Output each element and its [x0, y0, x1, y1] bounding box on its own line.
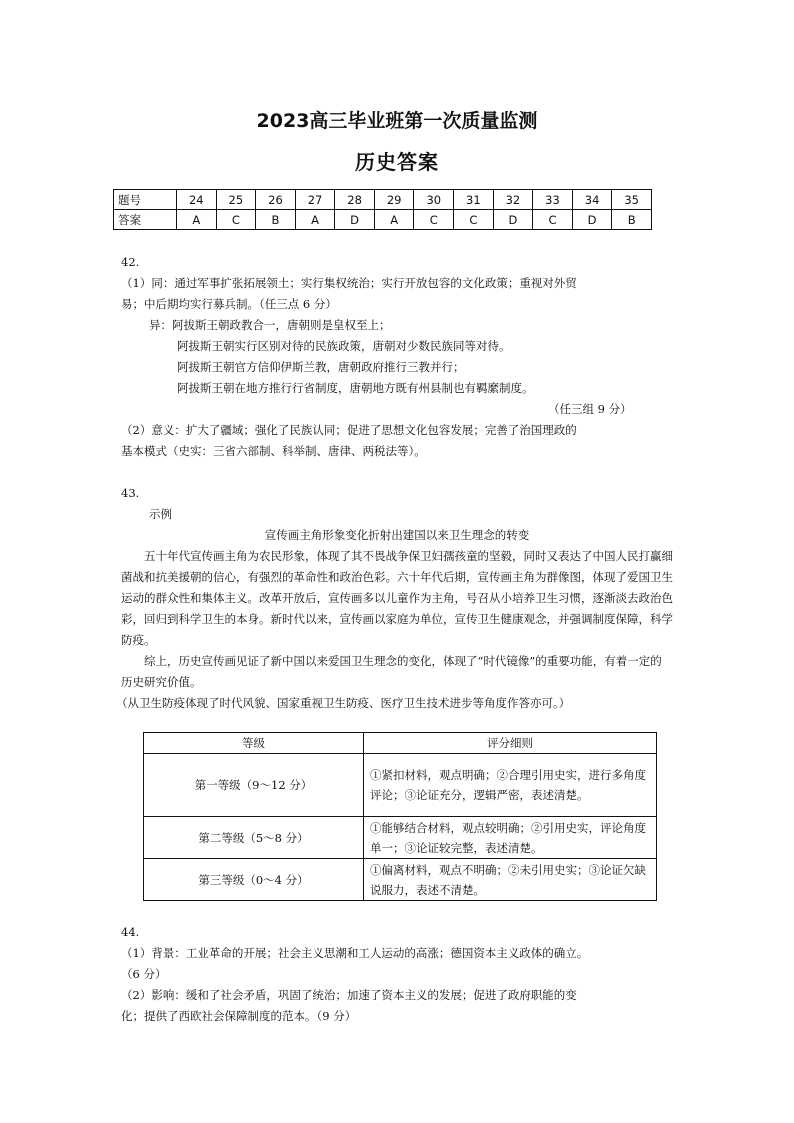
scoring-rubric-table: [143, 732, 657, 901]
question-number: 27: [295, 190, 335, 210]
rubric-row: [144, 817, 657, 859]
q44-part1-line2: （6 分）: [121, 967, 167, 981]
rubric-criteria: ①紧扣材料，观点明确；②合理引用史实，进行多角度评论；③论证充分，逻辑严密，表述清楚。: [364, 754, 657, 817]
q42-part1-line1: （1）同：通过军事扩张拓展领土；实行集权统治；实行开放包容的文化政策；重视对外贸: [121, 276, 577, 290]
row-label-question: 题号: [114, 190, 177, 210]
question-number: 34: [572, 190, 612, 210]
q42-diff-1: 异：阿拔斯王朝政教合一，唐朝则是皇权至上；: [149, 318, 391, 332]
page-subtitle: 历史答案: [355, 150, 439, 174]
answer-row: [114, 210, 652, 230]
answer-cell: C: [414, 210, 454, 230]
answer-cell: A: [177, 210, 217, 230]
q42-diff-2: 阿拔斯王朝实行区别对待的民族政策，唐朝对少数民族同等对待。: [177, 339, 511, 353]
question-number: 31: [454, 190, 494, 210]
rubric-level: 第二等级（5～8 分）: [144, 817, 364, 859]
question-number: 32: [493, 190, 533, 210]
answer-cell: C: [216, 210, 256, 230]
question-number: 33: [533, 190, 573, 210]
rubric-header-row: [144, 733, 657, 754]
q43-paragraph-1: 五十年代宣传画主角为农民形象，体现了其不畏战争保卫妇孺孩童的坚毅，同时又表达了中国人民打赢细菌战和抗美援朝的信心，有强烈的革命性和政治色彩。六十年代后期，宣传画主角为群像图，体现了爱国卫生运动的群众性和集体主义。改革开放后，宣传画多以儿童作为主角，号召从小培养卫生习惯，逐渐淡去政治色彩，回归到科学卫生的本身。新时代以来，宣传画以家庭为单位，宣传卫生健康观念，并强调制度保障，科学防疫。: [121, 549, 673, 647]
question-number: 28: [335, 190, 375, 210]
q43-number: 43.: [121, 486, 140, 500]
answer-table: [113, 189, 652, 230]
answer-cell: C: [533, 210, 573, 230]
question-number: 30: [414, 190, 454, 210]
answer-cell: C: [454, 210, 494, 230]
page-title: 2023高三毕业班第一次质量监测: [256, 110, 538, 132]
rubric-level: 第三等级（0～4 分）: [144, 859, 364, 901]
question-number-row: [114, 190, 652, 210]
q43-essay-title: 宣传画主角形象变化折射出建国以来卫生理念的转变: [264, 528, 530, 542]
q42-part1-line2: 易；中后期均实行募兵制。（任三点 6 分）: [121, 297, 337, 311]
question-number: 35: [612, 190, 652, 210]
q42-diff-score: （任三组 9 分）: [548, 402, 632, 416]
question-number: 29: [374, 190, 414, 210]
q42-diff-3: 阿拔斯王朝官方信仰伊斯兰教，唐朝政府推行三教并行；: [177, 360, 465, 374]
q43-note: （从卫生防疫体现了时代风貌、国家重视卫生防疫、医疗卫生技术进步等角度作答亦可。）: [116, 696, 571, 710]
answer-cell: D: [493, 210, 533, 230]
rubric-row: [144, 754, 657, 817]
answer-cell: A: [374, 210, 414, 230]
q42-part2-line2: 基本模式（史实：三省六部制、科举制、唐律、两税法等）。: [121, 444, 426, 458]
answer-cell: B: [256, 210, 296, 230]
rubric-header-criteria: 评分细则: [364, 733, 657, 754]
answer-cell: D: [335, 210, 375, 230]
row-label-answer: 答案: [114, 210, 177, 230]
q44-number: 44.: [121, 925, 140, 939]
q44-part2-line1: （2）影响：缓和了社会矛盾，巩固了统治；加速了资本主义的发展；促进了政府职能的变: [121, 988, 577, 1002]
answer-cell: D: [572, 210, 612, 230]
q42-diff-4: 阿拔斯王朝在地方推行行省制度，唐朝地方既有州县制也有羁縻制度。: [177, 381, 534, 395]
rubric-criteria: ①能够结合材料，观点较明确；②引用史实，评论角度单一；③论证较完整，表述清楚。: [364, 817, 657, 859]
q43-paragraph-2: 综上，历史宣传画见证了新中国以来爱国卫生理念的变化，体现了“时代镜像”的重要功能，有着一定的历史研究价值。: [121, 654, 662, 689]
rubric-level: 第一等级（9～12 分）: [144, 754, 364, 817]
rubric-header-level: 等级: [144, 733, 364, 754]
q42-number: 42.: [121, 255, 140, 269]
q43-example-label: 示例: [149, 507, 172, 521]
answer-cell: B: [612, 210, 652, 230]
question-number: 26: [256, 190, 296, 210]
question-number: 25: [216, 190, 256, 210]
question-number: 24: [177, 190, 217, 210]
q42-part2-line1: （2）意义：扩大了疆域；强化了民族认同；促进了思想文化包容发展；完善了治国理政的: [121, 423, 577, 437]
rubric-criteria: ①偏离材料，观点不明确；②未引用史实；③论证欠缺说服力，表述不清楚。: [364, 859, 657, 901]
q44-part2-line2: 化；提供了西欧社会保障制度的范本。（9 分）: [121, 1009, 357, 1023]
answer-cell: A: [295, 210, 335, 230]
q44-part1-line1: （1）背景：工业革命的开展；社会主义思潮和工人运动的高涨；德国资本主义政体的确立。: [121, 946, 589, 960]
rubric-row: [144, 859, 657, 901]
